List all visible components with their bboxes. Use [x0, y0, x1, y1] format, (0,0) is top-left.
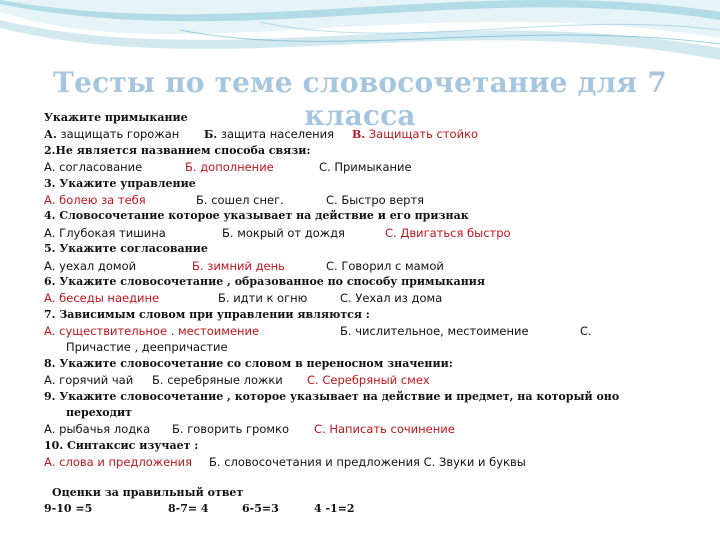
grades-title: Оценки за правильный ответ: [52, 485, 244, 499]
question-9-cont: переходит: [66, 406, 132, 420]
question-2: 2.Не является названием способа связи:: [44, 143, 311, 157]
page-title: Тесты по теме словосочетание для 7 класса: [53, 66, 667, 132]
question-8: 8. Укажите словосочетание со словом в переносном значении:: [44, 356, 453, 370]
answers-4: А. Глубокая тишина Б. мокрый от дождя С. Двигаться быстро: [44, 225, 511, 240]
answers-2: А. согласование Б. дополнение С. Примыкание: [44, 160, 412, 175]
question-3: 3. Укажите управление: [44, 176, 196, 190]
question-7: 7. Зависимым словом при управлении являются :: [44, 307, 370, 321]
answers-5: А. уехал домой Б. зимний день С. Говорил с мамой: [44, 258, 444, 273]
answers-6: А. беседы наедине Б. идти к огню С. Уехал из дома: [44, 291, 443, 306]
answers-7: А. существительное . местоимение Б. числительное, местоимение С.: [44, 324, 592, 339]
answers-9: А. рыбачья лодка Б. говорить громко С. Написать сочинение: [44, 422, 455, 437]
question-10: 10. Синтаксис изучает :: [44, 438, 199, 452]
test-content: [44, 110, 714, 517]
answers-3: А. болею за тебя Б. сошел снег. С. Быстро вертя: [44, 192, 425, 207]
question-1: Укажите примыкание: [44, 111, 188, 124]
question-6: 6. Укажите словосочетание , образованное по способу примыкания: [44, 274, 486, 288]
grades-row: 9-10 =5 8-7= 4 6-5=3 4 -1=2: [44, 501, 355, 515]
answers-1: А. защищать горожан Б. защита населения В. Защищать стойко: [44, 127, 479, 142]
answers-10: А. слова и предложения Б. словосочетания и предложения С. Звуки и буквы: [44, 455, 526, 470]
question-4: 4. Словосочетание которое указывает на действие и его признак: [44, 209, 469, 223]
question-5: 5. Укажите согласование: [44, 242, 208, 256]
answers-7-cont: Причастие , деепричастие: [66, 340, 228, 355]
answers-8: А. горячий чай Б. серебряные ложки С. Серебряный смех: [44, 373, 430, 388]
question-9: 9. Укажите словосочетание , которое указывает на действие и предмет, на который оно: [44, 389, 620, 403]
